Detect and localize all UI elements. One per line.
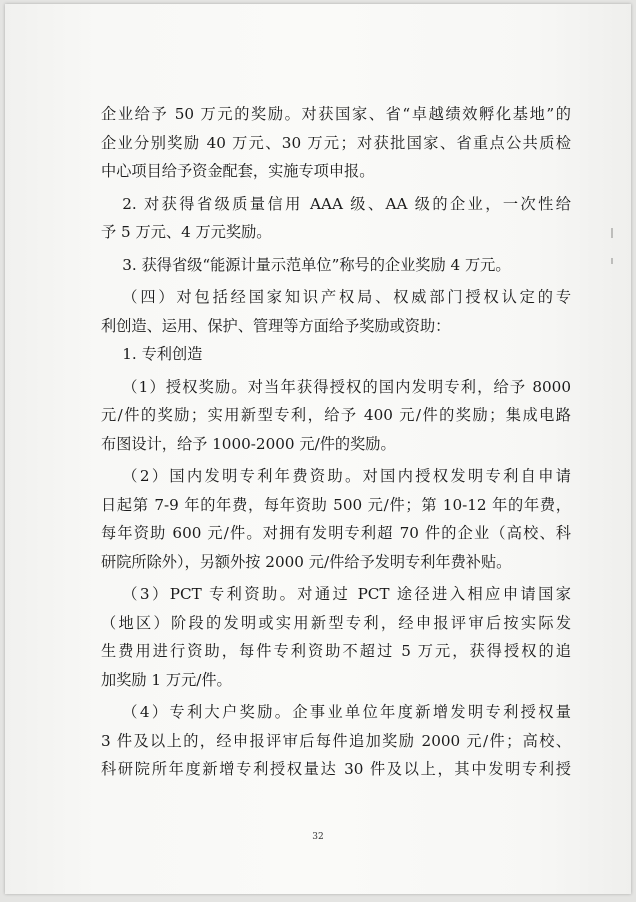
edge-mark [611, 258, 613, 264]
text-line: （2）国内发明专利年费资助。对国内授权发明专利自申请 [122, 467, 571, 485]
text-line: （1）授权奖励。对当年获得授权的国内发明专利，给予 8000 [122, 377, 571, 396]
text-line: （四）对包括经国家知识产权局、权威部门授权认定的专 [122, 288, 571, 306]
text-line: 3. 获得省级“能源计量示范单位”称号的企业奖励 4 万元。 [122, 255, 511, 274]
text-line: 中心项目给予资金配套，实施专项申报。 [101, 162, 375, 180]
section-heading: 1. 专利创造 [122, 345, 203, 363]
text-line: 日起第 7-9 年的年费，每年资助 500 元/件；第 10-12 年的年费， [101, 495, 571, 514]
page-number: 32 [312, 832, 324, 842]
text-line: 加奖励 1 万元/件。 [101, 670, 232, 689]
text-line: 企业给予 50 万元的奖励。对获国家、省“卓越绩效孵化基地”的 [101, 105, 571, 123]
text-line: （4）专利大户奖励。企事业单位年度新增发明专利授权量 [122, 703, 571, 721]
text-line: 2. 对获得省级质量信用 AAA 级、AA 级的企业，一次性给 [122, 194, 571, 213]
text-line: 3 件及以上的，经申报评审后每件追加奖励 2000 元/件；高校、 [101, 731, 571, 750]
document-page [5, 4, 631, 894]
text-line: 布图设计，给予 1000-2000 元/件的奖励。 [101, 434, 396, 453]
text-line: 元/件的奖励；实用新型专利，给予 400 元/件的奖励；集成电路 [101, 406, 571, 424]
edge-mark [611, 228, 613, 238]
text-line: 每年资助 600 元/件。对拥有发明专利超 70 件的企业（高校、科 [101, 524, 571, 542]
text-line: 予 5 万元、4 万元奖励。 [101, 223, 272, 241]
text-line: 利创造、运用、保护、管理等方面给予奖励或资助： [101, 316, 451, 335]
text-line: 科研院所年度新增专利授权量达 30 件及以上，其中发明专利授 [101, 760, 571, 778]
text-line: 生费用进行资助，每件专利资助不超过 5 万元，获得授权的追 [101, 642, 571, 660]
text-line: （地区）阶段的发明或实用新型专利，经申报评审后按实际发 [101, 613, 571, 632]
text-line: 研院所除外），另额外按 2000 元/件给予发明专利年费补贴。 [101, 552, 512, 571]
text-line: （3）PCT 专利资助。对通过 PCT 途径进入相应申请国家 [122, 585, 571, 603]
body-text [101, 100, 571, 784]
text-line: 企业分别奖励 40 万元、30 万元；对获批国家、省重点公共质检 [101, 133, 571, 152]
